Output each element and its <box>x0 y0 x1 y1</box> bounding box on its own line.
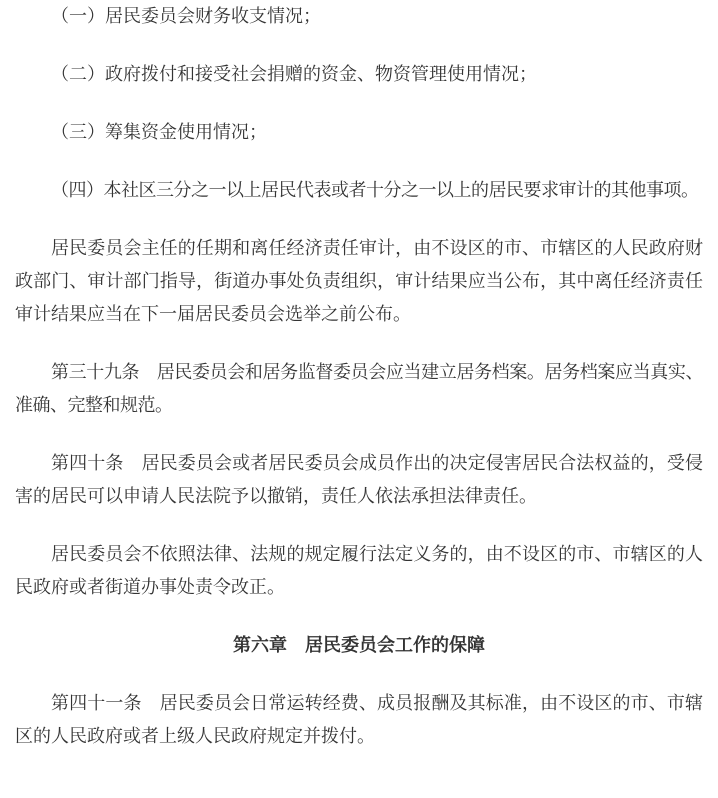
list-item-4: （四）本社区三分之一以上居民代表或者十分之一以上的居民要求审计的其他事项。 <box>51 180 699 200</box>
paragraph-rectification-order: 居民委员会不依照法律、法规的规定履行法定义务的，由不设区的市、市辖区的人民政府或者街道办事处责令改正。 <box>15 544 703 597</box>
paragraph-article-39: 第三十九条 居民委员会和居务监督委员会应当建立居务档案。居务档案应当真实、准确、完整和规范。 <box>15 362 703 415</box>
list-item-2: （二）政府拨付和接受社会捐赠的资金、物资管理使用情况； <box>51 64 537 84</box>
list-item-3: （三）筹集资金使用情况； <box>51 122 267 142</box>
list-item-1: （一）居民委员会财务收支情况； <box>51 6 321 26</box>
chapter-6-heading: 第六章 居民委员会工作的保障 <box>233 635 485 655</box>
paragraph-audit-of-chairman: 居民委员会主任的任期和离任经济责任审计，由不设区的市、市辖区的人民政府财政部门、审计部门指导，街道办事处负责组织，审计结果应当公布，其中离任经济责任审计结果应当在下一届居民委员会选举之前公布。 <box>15 238 703 324</box>
paragraph-article-41: 第四十一条 居民委员会日常运转经费、成员报酬及其标准，由不设区的市、市辖区的人民政府或者上级人民政府规定并拨付。 <box>15 693 703 746</box>
paragraph-article-40: 第四十条 居民委员会或者居民委员会成员作出的决定侵害居民合法权益的，受侵害的居民可以申请人民法院予以撤销，责任人依法承担法律责任。 <box>15 453 703 506</box>
